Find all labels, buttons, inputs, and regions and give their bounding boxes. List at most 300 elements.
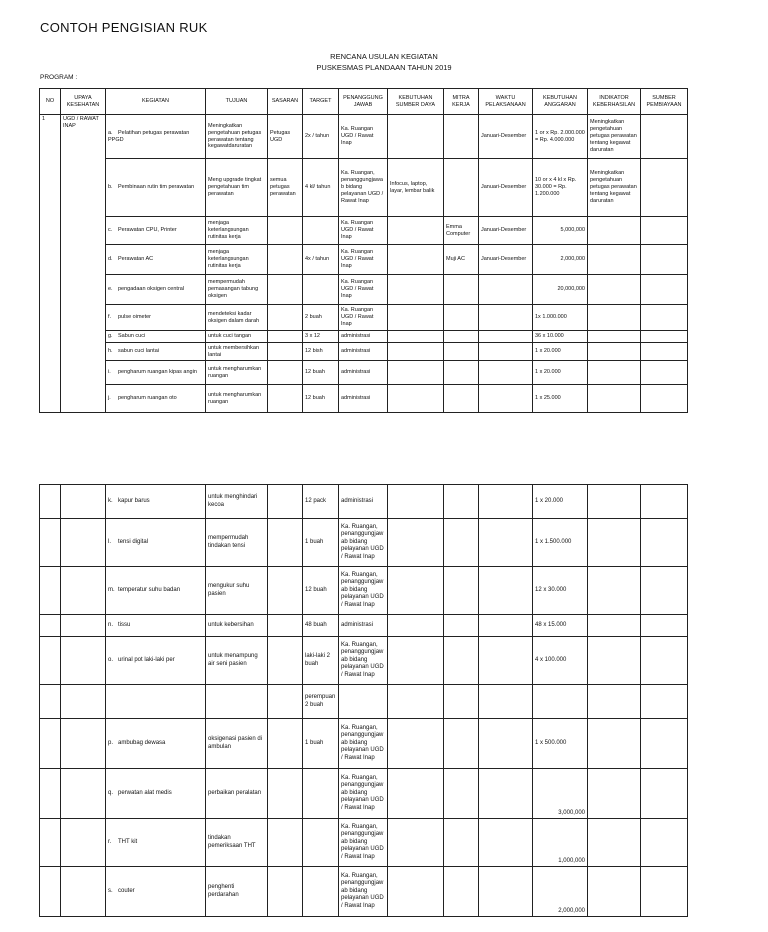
cell-indikator [588,819,641,867]
cell-sasaran [268,615,303,637]
cell-tujuan [206,685,268,719]
cell-waktu [479,331,533,343]
cell-sumber-daya [388,275,444,305]
table-row [40,275,688,305]
cell-sumber-daya [388,637,444,685]
kegiatan-text: Sabun cuci [118,333,146,340]
item-label: f. [108,314,112,321]
cell-target [303,769,339,819]
kegiatan-text: couter [118,887,135,894]
cell-no [40,485,61,519]
item-label: n. [108,621,114,628]
cell-indikator [588,485,641,519]
kegiatan-text: perwatan alat medis [118,789,172,796]
cell-upaya: UGD / RAWAT INAP [61,115,106,413]
header-waktu: WAKTU PELAKSANAAN [479,89,533,115]
cell-tujuan: untuk membersihkan lantai [206,343,268,361]
cell-sasaran [268,275,303,305]
cell-target [303,819,339,867]
item-label: l. [108,538,111,545]
cell-target: 2 buah [303,305,339,331]
table-row [40,519,688,567]
cell-mitra [444,305,479,331]
cell-tujuan: penghenti perdarahan [206,867,268,917]
program-label: PROGRAM : [40,74,78,81]
cell-upaya [61,867,106,917]
cell-tujuan: oksigenasi pasien di ambulan [206,719,268,769]
cell-anggaran: 1 x 1.500.000 [533,519,588,567]
cell-kegiatan [106,719,206,769]
ruk-table-page2 [39,484,688,917]
item-label: m. [108,586,115,593]
cell-mitra [444,519,479,567]
document-subtitle-puskesmas: PUSKESMAS PLANDAAN TAHUN 2019 [316,63,452,72]
cell-indikator [588,685,641,719]
table-row [40,385,688,413]
cell-sasaran [268,217,303,245]
cell-target [303,275,339,305]
cell-tujuan: Meng upgrade tingkat pengetahuan tim perawatan [206,159,268,217]
item-label: c. [108,227,113,234]
cell-no [40,519,61,567]
cell-sasaran [268,769,303,819]
cell-tujuan: Meningkatkan pengetahuan petugas perawatan tentang kegawatdaruratan [206,115,268,159]
cell-tujuan: untuk mengharumkan ruangan [206,385,268,413]
item-label: g. [108,333,113,340]
cell-penanggung-jawab: Ka. Ruangan, penanggungjawab bidang pelayanan UGD / Rawat Inap [339,867,388,917]
cell-sumber-daya [388,485,444,519]
cell-sumber-daya [388,769,444,819]
cell-penanggung-jawab: Ka. Ruangan UGD / Rawat Inap [339,245,388,275]
cell-waktu [479,685,533,719]
cell-no [40,615,61,637]
cell-kegiatan [106,217,206,245]
cell-mitra [444,331,479,343]
cell-anggaran: 1 x 500.000 [533,719,588,769]
cell-mitra [444,361,479,385]
table-row [40,819,688,867]
cell-waktu [479,819,533,867]
cell-target [303,217,339,245]
cell-sasaran [268,719,303,769]
cell-target: 1 buah [303,719,339,769]
cell-kegiatan [106,305,206,331]
kegiatan-text: pengadaan oksigen central [118,286,185,293]
cell-mitra [444,819,479,867]
cell-tujuan: mengukur suhu pasien [206,567,268,615]
cell-target: 4 kl/ tahun [303,159,339,217]
cell-waktu [479,305,533,331]
cell-target: 12 buah [303,361,339,385]
cell-no [40,685,61,719]
cell-waktu [479,615,533,637]
cell-sumber [641,637,688,685]
ruk-table-page1 [39,88,688,413]
cell-sumber-daya [388,819,444,867]
header-kebutuhan-sumber-daya: KEBUTUHAN SUMBER DAYA [388,89,444,115]
header-tujuan: TUJUAN [206,89,268,115]
cell-sasaran [268,385,303,413]
cell-penanggung-jawab: Ka. Ruangan, penanggungjawab bidang pelayanan UGD / Rawat Inap [339,159,388,217]
cell-kegiatan [106,769,206,819]
cell-kegiatan [106,615,206,637]
cell-sumber [641,615,688,637]
cell-anggaran: 1,000,000 [533,819,588,867]
cell-no [40,719,61,769]
kegiatan-text: tissu [118,621,131,628]
table-row [40,217,688,245]
cell-penanggung-jawab [339,685,388,719]
cell-sasaran [268,361,303,385]
cell-tujuan: untuk menghindari kecoa [206,485,268,519]
cell-waktu [479,567,533,615]
table-row [40,361,688,385]
cell-penanggung-jawab: Ka. Ruangan, penanggungjawab bidang pelayanan UGD / Rawat Inap [339,567,388,615]
cell-penanggung-jawab: administrasi [339,385,388,413]
page-title: CONTOH PENGISIAN RUK [40,20,208,35]
table-row [40,719,688,769]
table-row [40,331,688,343]
cell-sumber [641,485,688,519]
cell-sumber-daya [388,361,444,385]
cell-sumber-daya [388,519,444,567]
cell-anggaran: 2,000,000 [533,245,588,275]
kegiatan-text: pulse oimeter [118,314,152,321]
item-label: k. [108,497,113,504]
cell-upaya [61,769,106,819]
cell-kegiatan [106,331,206,343]
document-subtitle: RENCANA USULAN KEGIATAN [330,52,438,61]
cell-kegiatan [106,485,206,519]
item-label: b. [108,184,113,191]
cell-tujuan: mendeteksi kadar oksigen dalam darah [206,305,268,331]
cell-upaya [61,819,106,867]
table-row [40,305,688,331]
cell-sumber [641,867,688,917]
header-mitra-kerja: MITRA KERJA [444,89,479,115]
table-row [40,343,688,361]
cell-target: 12 pack [303,485,339,519]
cell-indikator [588,361,641,385]
kegiatan-text: temperatur suhu badan [118,586,181,593]
cell-waktu: Januari-Desember [479,245,533,275]
cell-kegiatan [106,245,206,275]
cell-anggaran: 48 x 15.000 [533,615,588,637]
kegiatan-text: Pembinaan rutin tim perawatan [118,184,195,191]
cell-anggaran: 4 x 100.000 [533,637,588,685]
cell-upaya [61,615,106,637]
cell-sumber-daya [388,567,444,615]
cell-sasaran [268,343,303,361]
cell-waktu [479,867,533,917]
cell-mitra: Emma Computer [444,217,479,245]
cell-sumber [641,245,688,275]
kegiatan-text: Perawatan CPU, Printer [118,227,177,234]
table-row [40,615,688,637]
table-header-row [40,89,688,115]
cell-tujuan: menjaga keterlangsungan rutinitas kerja [206,217,268,245]
cell-sumber [641,217,688,245]
cell-indikator [588,217,641,245]
cell-no [40,819,61,867]
cell-waktu [479,275,533,305]
cell-target: perempuan 2 buah [303,685,339,719]
cell-mitra [444,343,479,361]
cell-sumber [641,115,688,159]
cell-indikator [588,567,641,615]
cell-kegiatan [106,637,206,685]
cell-mitra [444,685,479,719]
cell-target: 48 buah [303,615,339,637]
cell-mitra [444,115,479,159]
cell-indikator [588,385,641,413]
item-label: d. [108,256,113,263]
cell-sumber [641,685,688,719]
kegiatan-text: tensi digital [118,538,149,545]
cell-sumber [641,769,688,819]
cell-sumber-daya [388,719,444,769]
cell-upaya [61,519,106,567]
cell-kegiatan [106,519,206,567]
table-row [40,115,688,159]
cell-sumber-daya [388,385,444,413]
cell-mitra [444,637,479,685]
item-label: i. [108,369,111,376]
cell-upaya [61,485,106,519]
cell-penanggung-jawab: administrasi [339,331,388,343]
cell-no [40,637,61,685]
cell-tujuan: tindakan pemeriksaan THT [206,819,268,867]
cell-target: laki-laki 2 buah [303,637,339,685]
cell-anggaran: 1 x 25.000 [533,385,588,413]
cell-tujuan: perbaikan peralatan [206,769,268,819]
cell-anggaran: 20,000,000 [533,275,588,305]
cell-mitra [444,385,479,413]
cell-sumber [641,567,688,615]
cell-penanggung-jawab: Ka. Ruangan, penanggungjawab bidang pelayanan UGD / Rawat Inap [339,719,388,769]
cell-anggaran: 5,000,000 [533,217,588,245]
cell-waktu [479,385,533,413]
cell-sumber-daya [388,115,444,159]
cell-anggaran: 2,000,000 [533,867,588,917]
cell-anggaran: 36 x 10.000 [533,331,588,343]
table-row [40,637,688,685]
cell-sumber-daya [388,217,444,245]
cell-sumber-daya [388,685,444,719]
cell-target: 3 x 12 [303,331,339,343]
cell-kegiatan [106,343,206,361]
cell-sasaran [268,519,303,567]
cell-waktu [479,361,533,385]
header-anggaran: KEBUTUHAN ANGGARAN [533,89,588,115]
cell-kegiatan [106,819,206,867]
cell-sumber [641,305,688,331]
cell-penanggung-jawab: Ka. Ruangan, penanggungjawab bidang pelayanan UGD / Rawat Inap [339,769,388,819]
cell-sumber-daya [388,343,444,361]
cell-waktu [479,343,533,361]
item-label: e. [108,286,113,293]
cell-sasaran [268,485,303,519]
cell-anggaran: 1x 1.000.000 [533,305,588,331]
cell-anggaran: 1 or x Rp. 2.000.000 = Rp. 4.000.000 [533,115,588,159]
cell-indikator [588,769,641,819]
table-row [40,567,688,615]
cell-target: 1 buah [303,519,339,567]
table-row [40,769,688,819]
item-label: o. [108,656,114,663]
cell-mitra: Muji AC [444,245,479,275]
cell-sumber [641,819,688,867]
cell-penanggung-jawab: Ka. Ruangan UGD / Rawat Inap [339,217,388,245]
cell-sasaran [268,305,303,331]
cell-sasaran [268,331,303,343]
cell-waktu [479,769,533,819]
cell-sumber [641,275,688,305]
cell-tujuan: untuk kebersihan [206,615,268,637]
cell-indikator [588,245,641,275]
cell-penanggung-jawab: Ka. Ruangan UGD / Rawat Inap [339,275,388,305]
cell-sasaran [268,245,303,275]
cell-penanggung-jawab: Ka. Ruangan, penanggungjawab bidang pelayanan UGD / Rawat Inap [339,637,388,685]
cell-indikator [588,305,641,331]
header-kegiatan: KEGIATAN [106,89,206,115]
cell-no [40,769,61,819]
cell-sumber [641,343,688,361]
cell-indikator [588,343,641,361]
item-label: r. [108,838,112,845]
cell-mitra [444,615,479,637]
cell-no [40,867,61,917]
cell-sasaran [268,637,303,685]
table-row [40,685,688,719]
cell-mitra [444,769,479,819]
cell-kegiatan [106,385,206,413]
cell-mitra [444,719,479,769]
cell-waktu [479,637,533,685]
cell-sumber-daya [388,867,444,917]
cell-no: 1 [40,115,61,413]
cell-sasaran [268,567,303,615]
cell-kegiatan [106,115,206,159]
cell-anggaran [533,685,588,719]
cell-anggaran: 1 x 20.000 [533,343,588,361]
table-row [40,245,688,275]
cell-penanggung-jawab: Ka. Ruangan, penanggungjawab bidang pelayanan UGD / Rawat Inap [339,819,388,867]
header-penanggung-jawab: PENANGGUNG JAWAB [339,89,388,115]
header-target: TARGET [303,89,339,115]
cell-sumber-daya [388,305,444,331]
cell-sumber-daya: Infocus, laptop, layar, lembar balik [388,159,444,217]
table-row [40,159,688,217]
cell-waktu: Januari-Desember [479,115,533,159]
item-label: a. [108,129,113,136]
cell-penanggung-jawab: administrasi [339,615,388,637]
cell-penanggung-jawab: administrasi [339,485,388,519]
cell-sumber-daya [388,331,444,343]
cell-tujuan: mempermudah tindakan tensi [206,519,268,567]
kegiatan-text: THT kit [118,838,138,845]
cell-target: 12 buah [303,385,339,413]
cell-indikator [588,519,641,567]
cell-kegiatan [106,275,206,305]
cell-waktu [479,719,533,769]
item-label: p. [108,739,114,746]
header-sasaran: SASARAN [268,89,303,115]
cell-tujuan: menjaga keterlangsungan rutinitas kerja [206,245,268,275]
cell-anggaran: 3,000,000 [533,769,588,819]
cell-target: 12 buah [303,567,339,615]
cell-tujuan: mempermudah pemasangan tabung oksigen [206,275,268,305]
header-sumber: SUMBER PEMBIAYAAN [641,89,688,115]
cell-penanggung-jawab: administrasi [339,343,388,361]
cell-sumber-daya [388,245,444,275]
cell-sumber [641,159,688,217]
kegiatan-text: urinal pot laki-laki per [118,656,175,663]
cell-indikator [588,867,641,917]
cell-upaya [61,719,106,769]
cell-indikator [588,637,641,685]
cell-mitra [444,485,479,519]
kegiatan-text: Pelatihan petugas perawatan PPGD [108,129,190,143]
item-label: h. [108,348,113,355]
cell-sumber [641,519,688,567]
cell-kegiatan [106,361,206,385]
cell-mitra [444,275,479,305]
cell-upaya [61,637,106,685]
cell-upaya [61,567,106,615]
kegiatan-text: pengharum ruangan oto [118,395,177,402]
cell-penanggung-jawab: Ka. Ruangan UGD / Rawat Inap [339,305,388,331]
cell-waktu [479,485,533,519]
cell-indikator: Meningkatkan pengetahuan petugas perawatan tentang kegawat daruratan [588,159,641,217]
header-upaya: UPAYA KESEHATAN [61,89,106,115]
cell-indikator [588,275,641,305]
table-row [40,485,688,519]
cell-sumber [641,719,688,769]
cell-target: 2x / tahun [303,115,339,159]
cell-anggaran: 1 x 20.000 [533,361,588,385]
cell-target: 12 bish [303,343,339,361]
cell-mitra [444,867,479,917]
header-no: NO [40,89,61,115]
cell-sasaran [268,819,303,867]
cell-sasaran: Petugas UGD [268,115,303,159]
cell-kegiatan [106,867,206,917]
item-label: s. [108,887,113,894]
cell-penanggung-jawab: Ka. Ruangan UGD / Rawat Inap [339,115,388,159]
cell-penanggung-jawab: Ka. Ruangan, penanggungjawab bidang pelayanan UGD / Rawat Inap [339,519,388,567]
kegiatan-text: kapur barus [118,497,150,504]
cell-indikator [588,331,641,343]
kegiatan-text: pengharum ruangan kipas angin [118,369,197,376]
cell-anggaran: 1 x 20.000 [533,485,588,519]
cell-waktu: Januari-Desember [479,217,533,245]
cell-sasaran [268,685,303,719]
cell-kegiatan [106,685,206,719]
cell-tujuan: untuk mengharumkan ruangan [206,361,268,385]
cell-sumber-daya [388,615,444,637]
kegiatan-text: Perawatan AC [118,256,154,263]
table-row [40,867,688,917]
cell-indikator [588,615,641,637]
cell-sasaran [268,867,303,917]
cell-mitra [444,567,479,615]
kegiatan-text: ambubag dewasa [118,739,166,746]
cell-indikator [588,719,641,769]
cell-indikator: Meningkatkan pengetahuan petugas perawatan tentang kegawat daruratan [588,115,641,159]
cell-target: 4x / tahun [303,245,339,275]
cell-waktu: Januari-Desember [479,159,533,217]
